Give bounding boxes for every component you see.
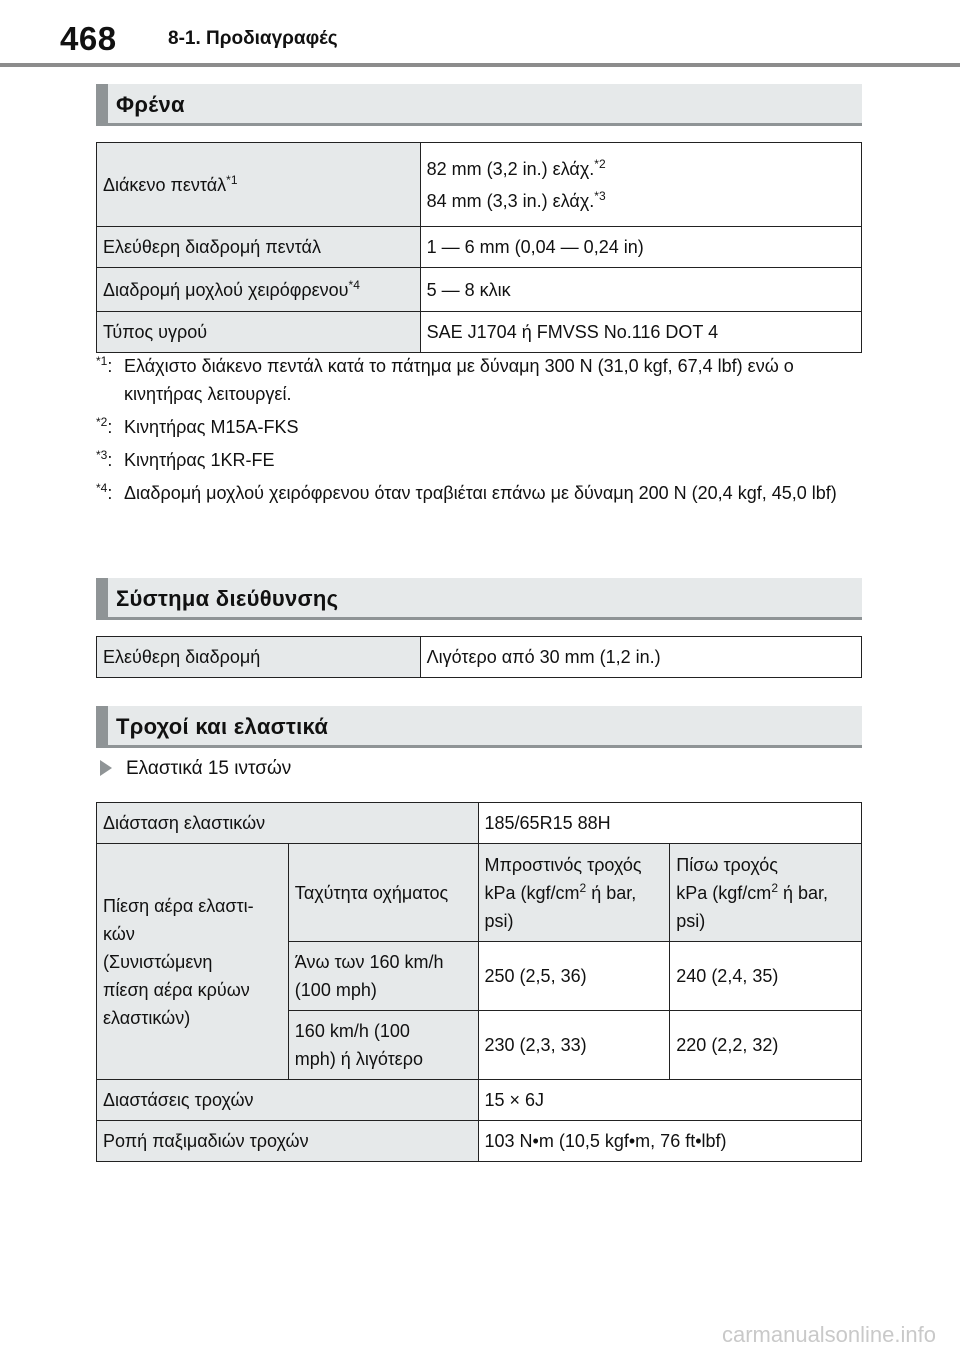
footnote-text: Διαδρομή μοχλού χειρόφρενου όταν τραβιέται επάνω με δύναμη 200 N (20,4 kgf, 45,0 lbf): [124, 483, 837, 503]
unit-text: kPa (kgf/cm: [484, 882, 580, 903]
rear-pressure-value: 220 (2,2, 32): [670, 1011, 862, 1080]
header-rule: [0, 63, 960, 67]
footnote-mark: *2: [96, 415, 108, 429]
wheel-size-label: Διαστάσεις τροχών: [97, 1080, 479, 1121]
chapter-title: 8-1. Προδιαγραφές: [168, 28, 338, 49]
fluid-type-label: Τύπος υγρού: [97, 312, 421, 353]
section-header-brakes: [96, 84, 862, 126]
speed-line: 160 km/h (100: [294, 1021, 410, 1041]
table-row: [97, 637, 862, 678]
front-header-text: Μπροστινός τροχός: [484, 854, 642, 875]
footnote-mark: *3: [96, 448, 108, 462]
speed-line: mph) ή λιγότερο: [294, 1049, 423, 1069]
label-line: (Συνιστώμενη: [103, 951, 213, 972]
footnote-text: Κινητήρας M15A-FKS: [124, 417, 299, 437]
pedal-clearance-value-2: 84 mm (3,3 in.) ελάχ.: [426, 190, 595, 211]
rear-pressure-value: 240 (2,4, 35): [670, 942, 862, 1011]
speed-range-cell: [288, 942, 478, 1011]
rear-header-text: Πίσω τροχός: [676, 854, 778, 875]
wheel-size-value: 15 × 6J: [478, 1080, 861, 1121]
unit-text: psi): [676, 910, 706, 931]
table-cell-value: [420, 143, 861, 227]
triangle-bullet-icon: [100, 760, 112, 776]
parking-brake-travel-label: Διαδρομή μοχλού χειρόφρενου: [103, 279, 349, 300]
pedal-clearance-value-1: 82 mm (3,2 in.) ελάχ.: [426, 158, 595, 179]
footnote: $^{*2}$: Κινητήρας M15A-FKS: [96, 415, 299, 437]
wheels-table: [96, 802, 862, 1162]
nut-torque-value: 103 N•m (10,5 kgf•m, 76 ft•lbf): [478, 1121, 861, 1162]
footnote: $^{*1}$: Ελάχιστο διάκενο πεντάλ κατά το πάτημα με δύναμη 300 N (31,0 kgf, 67,4 lbf) ενώ ο κινητήρας λειτουργεί.: [96, 354, 794, 404]
footnote-ref: *4: [348, 277, 360, 292]
page-number: 468: [60, 20, 117, 57]
footnote-ref: *1: [226, 172, 238, 187]
footnote-mark: *1: [96, 354, 108, 368]
table-row: [97, 1080, 862, 1121]
unit-text: psi): [484, 910, 514, 931]
section-header-steering: [96, 578, 862, 620]
page-header: [0, 0, 960, 66]
footnote: $^{*3}$: Κινητήρας 1KR-FE: [96, 448, 275, 470]
speed-range-cell: [288, 1011, 478, 1080]
unit-text: ή bar,: [778, 882, 829, 903]
footnote-text: Ελάχιστο διάκενο πεντάλ κατά το πάτημα με δύναμη 300 N (31,0 kgf, 67,4 lbf) ενώ ο κινητήρας λειτουργεί.: [124, 356, 794, 404]
footnote-ref: *3: [594, 188, 606, 203]
rear-wheel-header: [670, 844, 862, 942]
pedal-free-play-label: Ελεύθερη διαδρομή πεντάλ: [97, 227, 421, 268]
brakes-table: [96, 142, 862, 353]
vehicle-speed-header: Ταχύτητα οχήματος: [288, 844, 478, 942]
tire-pressure-label: [97, 844, 289, 1080]
speed-line: (100 mph): [294, 980, 377, 1000]
section-title-steering: Σύστημα διεύθυνσης: [116, 586, 339, 611]
table-row: [97, 844, 862, 942]
table-row: [97, 227, 862, 268]
front-wheel-header: [478, 844, 670, 942]
table-row: [97, 1121, 862, 1162]
unit-sup: 2: [771, 880, 778, 895]
section-title-wheels: Τροχοί και ελαστικά: [116, 714, 329, 739]
label-line: Πίεση αέρα ελαστι-: [103, 895, 254, 916]
label-line: ελαστικών): [103, 1007, 191, 1028]
footnote-text: Κινητήρας 1KR-FE: [124, 450, 275, 470]
speed-line: Άνω των 160 km/h: [294, 952, 444, 972]
table-cell-label: [97, 143, 421, 227]
fluid-type-value: SAE J1704 ή FMVSS No.116 DOT 4: [420, 312, 861, 353]
tire-size-value: 185/65R15 88H: [478, 803, 861, 844]
nut-torque-label: Ροπή παξιμαδιών τροχών: [97, 1121, 479, 1162]
unit-sup: 2: [579, 880, 587, 895]
section-header-wheels: [96, 706, 862, 748]
table-row: [97, 312, 862, 353]
front-pressure-value: 230 (2,3, 33): [478, 1011, 670, 1080]
footnote-mark: *4: [96, 481, 108, 495]
tire-subheading: [100, 758, 291, 780]
watermark: carmanualsonline.info: [721, 1322, 936, 1347]
table-cell-label: [97, 268, 421, 312]
table-row: [97, 268, 862, 312]
pedal-free-play-value: 1 — 6 mm (0,04 — 0,24 in): [420, 227, 861, 268]
section-title-brakes: Φρένα: [116, 92, 185, 117]
steering-free-play-value: Λιγότερο από 30 mm (1,2 in.): [420, 637, 861, 678]
footnote: $^{*4}$: Διαδρομή μοχλού χειρόφρενου όταν τραβιέται επάνω με δύναμη 200 N (20,4 kgf, 45,0 lbf): [96, 481, 837, 503]
unit-text: kPa (kgf/cm: [676, 882, 772, 903]
table-row: [97, 143, 862, 227]
parking-brake-travel-value: 5 — 8 κλικ: [420, 268, 861, 312]
pedal-clearance-label: Διάκενο πεντάλ: [103, 174, 227, 195]
front-pressure-value: 250 (2,5, 36): [478, 942, 670, 1011]
tire-subheading-text: Ελαστικά 15 ιντσών: [126, 758, 292, 779]
brakes-footnotes: [96, 352, 866, 512]
steering-free-play-label: Ελεύθερη διαδρομή: [97, 637, 421, 678]
steering-table: [96, 636, 862, 678]
label-line: πίεση αέρα κρύων: [103, 979, 250, 1000]
tire-size-label: Διάσταση ελαστικών: [97, 803, 479, 844]
unit-text: ή bar,: [586, 882, 637, 903]
footnote-ref: *2: [594, 156, 606, 171]
label-line: κών: [103, 923, 135, 944]
table-row: [97, 803, 862, 844]
